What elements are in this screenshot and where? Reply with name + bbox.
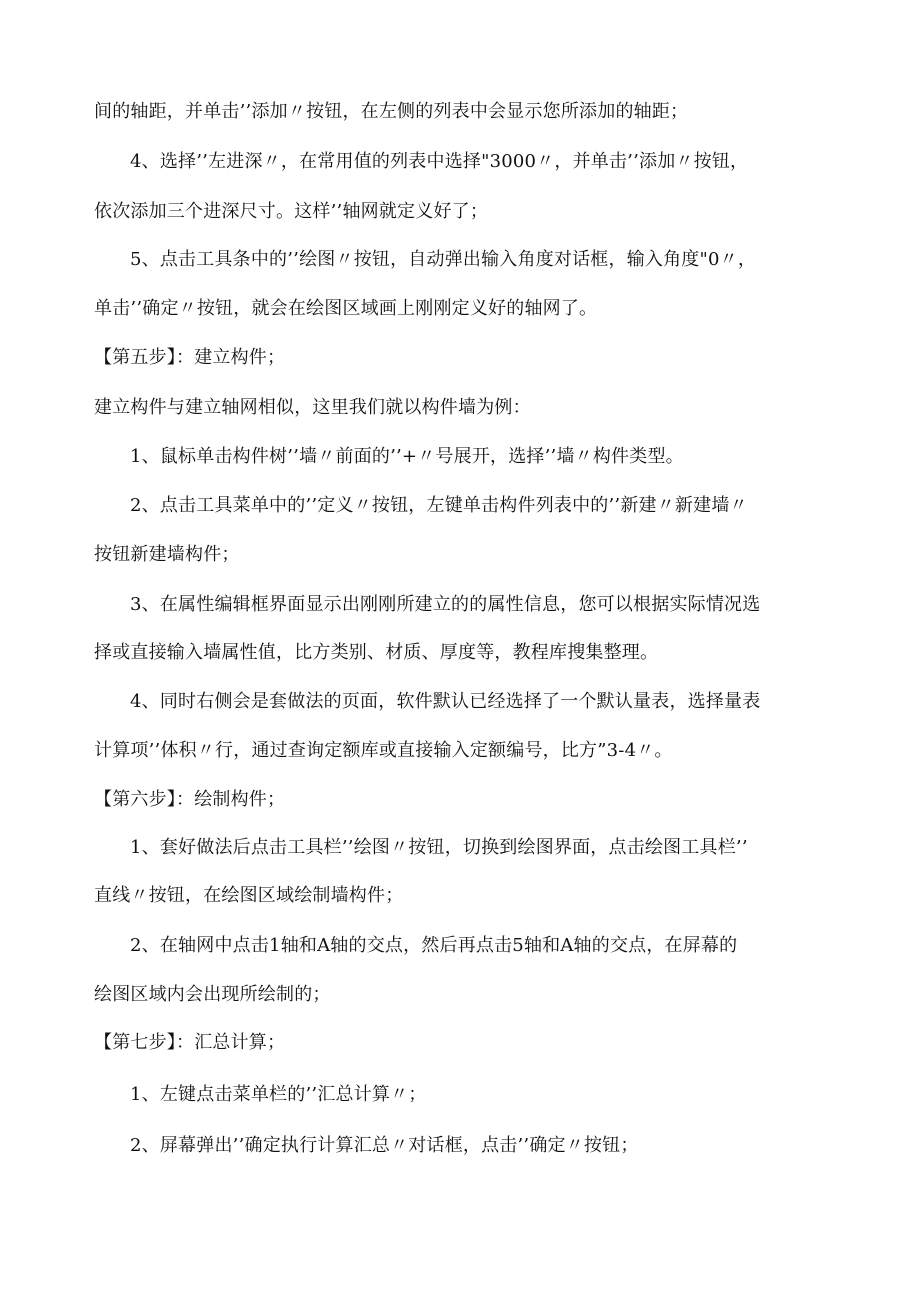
- text-line: 依次添加三个进深尺寸。这样’’轴网就定义好了；: [94, 201, 489, 222]
- section-heading: 【第五步】：建立构件；: [94, 347, 286, 368]
- text-line: 1、左键点击菜单栏的’’汇总计算〃；: [130, 1084, 427, 1105]
- text-line: 绘图区域内会出现所绘制的；: [94, 984, 331, 1005]
- text-line: 按钮新建墙构件；: [94, 544, 240, 565]
- text-line: 4、同时右侧会是套做法的页面，软件默认已经选择了一个默认量表，选择量表: [130, 691, 761, 712]
- text-line: 计算项’’体积〃行，通过查询定额库或直接输入定额编号，比方”3-4〃。: [94, 740, 673, 761]
- text-line: 间的轴距，并单击’’添加〃按钮，在左侧的列表中会显示您所添加的轴距；: [94, 101, 689, 122]
- text-line: 择或直接输入墙属性值，比方类别、材质、厚度等，教程库搜集整理。: [94, 642, 659, 663]
- text-line: 2、屏幕弹出’’确定执行计算汇总〃对话框，点击’’确定〃按钮；: [130, 1135, 639, 1156]
- section-heading: 【第六步】：绘制构件；: [94, 789, 286, 810]
- text-line: 单击’’确定〃按钮，就会在绘图区域画上刚刚定义好的轴网了。: [94, 298, 598, 319]
- text-line: 建立构件与建立轴网相似，这里我们就以构件墙为例：: [94, 397, 531, 418]
- text-line: 1、鼠标单击构件树’’墙〃前面的’’+〃号展开，选择’’墙〃构件类型。: [130, 446, 684, 467]
- text-line: 1、套好做法后点击工具栏’’绘图〃按钮，切换到绘图界面，点击绘图工具栏’’: [130, 837, 748, 858]
- text-line: 2、在轴网中点击1轴和A轴的交点，然后再点击5轴和A轴的交点，在屏幕的: [130, 935, 738, 956]
- text-line: 5、点击工具条中的’’绘图〃按钮，自动弹出输入角度对话框，输入角度"0〃，: [130, 249, 757, 270]
- text-line: 2、点击工具菜单中的’’定义〃按钮，左键单击构件列表中的’’新建〃新建墙〃: [130, 495, 748, 516]
- text-line: 直线〃按钮，在绘图区域绘制墙构件；: [94, 885, 404, 906]
- text-line: 3、在属性编辑框界面显示出刚刚所建立的的属性信息，您可以根据实际情况选: [130, 594, 761, 615]
- text-line: 4、选择’’左进深〃，在常用值的列表中选择"3000〃，并单击’’添加〃按钮，: [130, 151, 749, 172]
- section-heading: 【第七步】：汇总计算；: [94, 1032, 286, 1053]
